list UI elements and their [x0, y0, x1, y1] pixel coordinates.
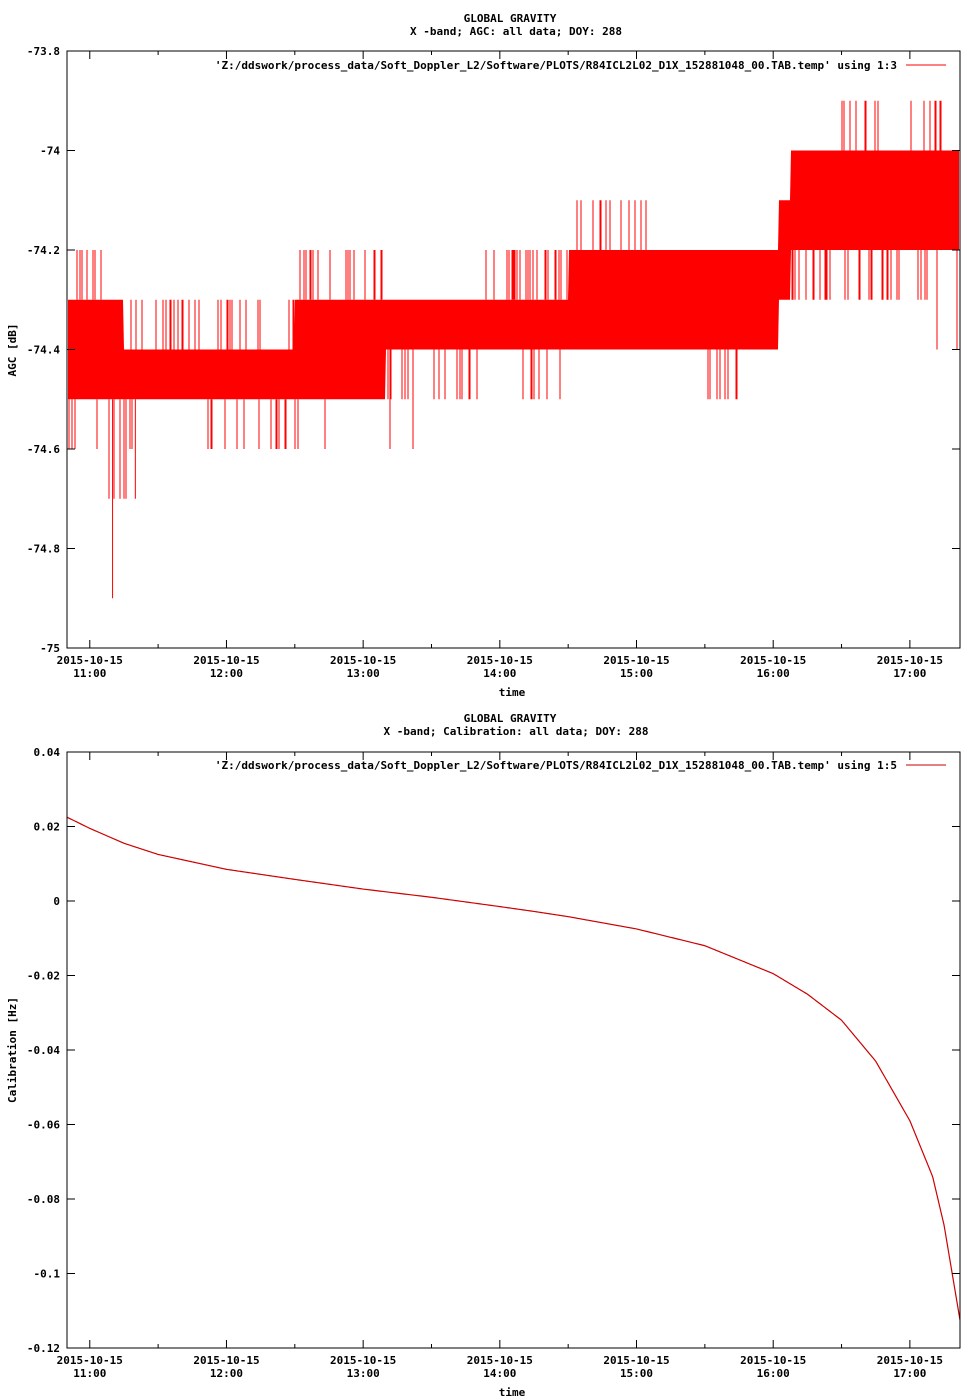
agc-legend-label: 'Z:/ddswork/process_data/Soft_Doppler_L2/Software/PLOTS/R84ICL2L02_D1X_152881048_00.TAB.temp' using 1:3	[214, 59, 897, 72]
y-tick-label: -74.8	[26, 542, 60, 556]
x-tick-date: 2015-10-15	[466, 654, 533, 667]
agc-y-axis-label: AGC [dB]	[6, 323, 19, 377]
calibration-y-axis-label: Calibration [Hz]	[6, 997, 19, 1103]
x-tick-date: 2015-10-15	[56, 654, 123, 667]
agc-chart-title: GLOBAL GRAVITY	[463, 12, 557, 25]
x-tick-time: 13:00	[346, 1367, 380, 1380]
y-tick-label: -75	[40, 642, 60, 655]
y-tick-label: -0.02	[26, 969, 60, 983]
x-tick-time: 17:00	[893, 1367, 927, 1380]
x-tick-date: 2015-10-15	[56, 1354, 123, 1367]
x-tick-date: 2015-10-15	[330, 1354, 397, 1367]
x-tick-date: 2015-10-15	[603, 1354, 670, 1367]
y-tick-label: 0	[53, 895, 60, 908]
x-tick-date: 2015-10-15	[193, 654, 260, 667]
x-tick-date: 2015-10-15	[603, 654, 670, 667]
y-tick-label: -0.06	[26, 1118, 60, 1132]
x-tick-time: 14:00	[483, 1367, 517, 1380]
x-tick-time: 15:00	[619, 667, 654, 680]
y-tick-label: 0.04	[33, 746, 60, 759]
y-tick-label: -0.12	[26, 1342, 60, 1355]
x-tick-time: 11:00	[73, 667, 107, 680]
x-tick-date: 2015-10-15	[876, 1354, 943, 1367]
x-tick-time: 16:00	[756, 1367, 790, 1380]
x-tick-date: 2015-10-15	[876, 654, 943, 667]
x-tick-time: 12:00	[209, 667, 244, 680]
x-tick-date: 2015-10-15	[740, 1354, 807, 1367]
y-tick-label: -74.2	[26, 244, 60, 257]
x-tick-date: 2015-10-15	[330, 654, 397, 667]
x-tick-date: 2015-10-15	[466, 1354, 533, 1367]
calibration-legend-label: 'Z:/ddswork/process_data/Soft_Doppler_L2/Software/PLOTS/R84ICL2L02_D1X_152881048_00.TAB.temp' using 1:5	[214, 759, 897, 772]
y-tick-label: -74.4	[26, 343, 60, 357]
y-tick-label: -74.6	[26, 443, 60, 456]
x-tick-date: 2015-10-15	[740, 654, 807, 667]
agc-chart-subtitle: X -band; AGC: all data; DOY: 288	[410, 25, 622, 38]
x-tick-time: 11:00	[73, 1367, 107, 1380]
calibration-x-axis-label: time	[498, 1386, 526, 1399]
y-tick-label: -0.08	[26, 1193, 60, 1206]
y-tick-label: 0.02	[33, 820, 60, 834]
x-tick-date: 2015-10-15	[193, 1354, 260, 1367]
calibration-chart-title: GLOBAL GRAVITY	[463, 712, 557, 725]
y-tick-label: -0.04	[26, 1044, 60, 1057]
x-tick-time: 17:00	[893, 667, 927, 680]
x-tick-time: 15:00	[619, 1367, 654, 1380]
y-tick-label: -74	[40, 144, 60, 158]
x-tick-time: 14:00	[483, 667, 517, 680]
x-tick-time: 13:00	[346, 667, 380, 680]
agc-x-axis-label: time	[498, 686, 526, 699]
calibration-chart-subtitle: X -band; Calibration: all data; DOY: 288	[383, 725, 649, 738]
y-tick-label: -73.8	[26, 45, 60, 58]
x-tick-time: 12:00	[209, 1367, 244, 1380]
x-tick-time: 16:00	[756, 667, 790, 680]
y-tick-label: -0.1	[33, 1267, 60, 1281]
